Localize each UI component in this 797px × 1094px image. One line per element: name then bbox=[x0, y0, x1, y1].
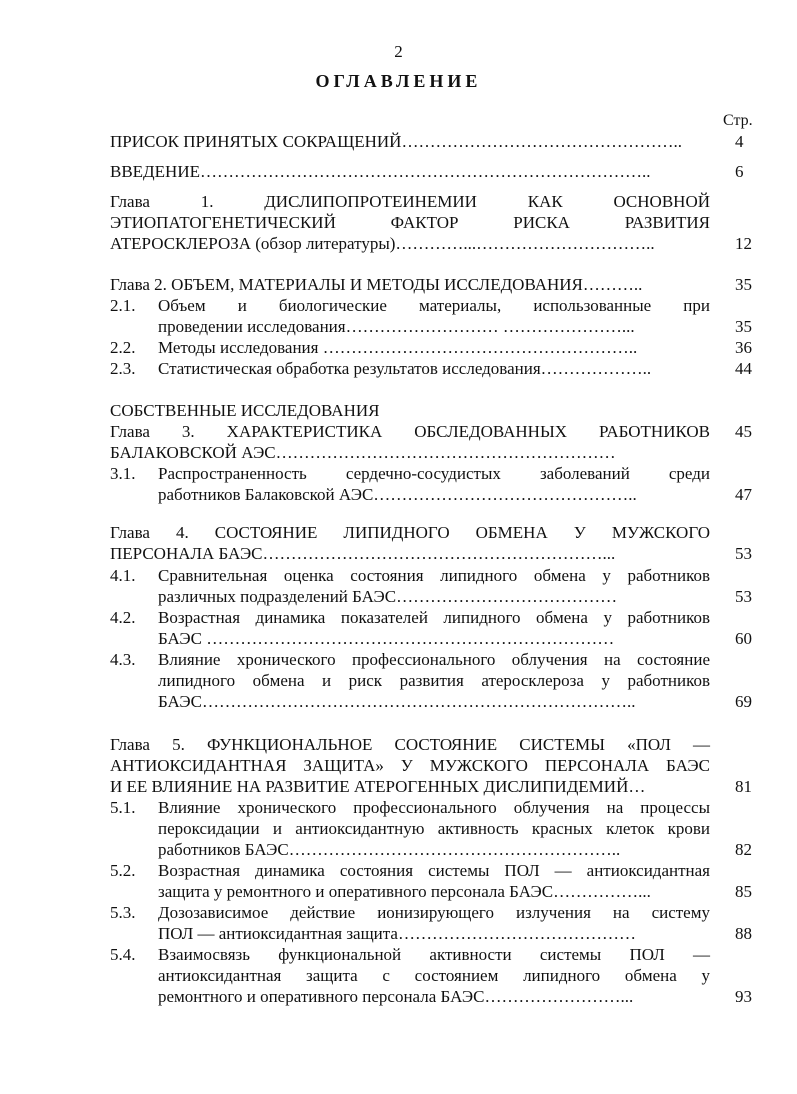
toc-entry-line: Влияние хронического профессионального облучения на состояние bbox=[158, 650, 710, 669]
toc-page-number: 4 bbox=[735, 132, 744, 151]
toc-section-number: 3.1. bbox=[110, 464, 136, 483]
toc-page-number: 6 bbox=[735, 162, 744, 181]
toc-entry-line: Распространенность сердечно-сосудистых заболеваний среди bbox=[158, 464, 710, 483]
toc-section-number: 4.1. bbox=[110, 566, 136, 585]
toc-entry-line: Глава 1. ДИСЛИПОПРОТЕИНЕМИИ КАК ОСНОВНОЙ bbox=[110, 192, 710, 211]
toc-section-number: 5.1. bbox=[110, 798, 136, 817]
toc-part-heading bbox=[110, 400, 760, 421]
toc-section-number: 4.2. bbox=[110, 608, 136, 627]
toc-chapter-2[interactable] bbox=[110, 274, 760, 295]
page-number: 2 bbox=[394, 42, 403, 61]
toc-entry-text: Глава 2. ОБЪЕМ, МАТЕРИАЛЫ И МЕТОДЫ ИССЛЕДОВАНИЯ……….. bbox=[110, 275, 643, 294]
toc-section-4-1[interactable] bbox=[110, 565, 760, 607]
page-column-label: Стр. bbox=[723, 112, 753, 129]
toc-entry-line: Возрастная динамика состояния системы ПОЛ — антиоксидантная bbox=[158, 861, 710, 880]
toc-entry-line: защита у ремонтного и оперативного персонала БАЭС……………... bbox=[158, 882, 651, 901]
toc-entry-line: Влияние хронического профессионального облучения на процессы bbox=[158, 798, 710, 817]
toc-entry-line: антиоксидантная защита с состоянием липидного обмена у bbox=[158, 966, 710, 985]
toc-section-4-2[interactable] bbox=[110, 607, 760, 649]
toc-chapter-3[interactable] bbox=[110, 421, 760, 463]
toc-entry-line: И ЕЕ ВЛИЯНИЕ НА РАЗВИТИЕ АТЕРОГЕННЫХ ДИСЛИПИДЕМИЙ… bbox=[110, 777, 646, 796]
toc-section-4-3[interactable] bbox=[110, 649, 760, 712]
toc-section-number: 4.3. bbox=[110, 650, 136, 669]
toc-entry-line: Глава 3. ХАРАКТЕРИСТИКА ОБСЛЕДОВАННЫХ РАБОТНИКОВ bbox=[110, 422, 710, 441]
toc-page-number: 44 bbox=[735, 359, 752, 378]
toc-entry-line: различных подразделений БАЭС………………………………… bbox=[158, 587, 618, 606]
toc-entry-line: пероксидации и антиоксидантную активность красных клеток крови bbox=[158, 819, 710, 838]
toc-entry-text: Методы исследования ……………………………………………….. bbox=[158, 338, 638, 357]
toc-entry-line: работников Балаковской АЭС……………………………………….. bbox=[158, 485, 637, 504]
toc-entry-line: Дозозависимое действие ионизирующего излучения на систему bbox=[158, 903, 710, 922]
toc-entry-line: БАЛАКОВСКОЙ АЭС…………………………………………………… bbox=[110, 443, 616, 462]
toc-entry-text: ВВЕДЕНИЕ…………………………………………………………………….. bbox=[110, 162, 651, 181]
toc-page-number: 45 bbox=[735, 422, 752, 441]
toc-chapter-5[interactable] bbox=[110, 734, 760, 797]
toc-section-2-2[interactable] bbox=[110, 337, 760, 358]
toc-entry-line: ПЕРСОНАЛА БАЭС……………………………………………………... bbox=[110, 544, 616, 563]
toc-chapter-1[interactable] bbox=[110, 191, 760, 254]
toc-entry-line: ЭТИОПАТОГЕНЕТИЧЕСКИЙ ФАКТОР РИСКА РАЗВИТИЯ bbox=[110, 213, 710, 232]
toc-entry-line: Возрастная динамика показателей липидного обмена у работников bbox=[158, 608, 710, 627]
toc-page-number: 36 bbox=[735, 338, 752, 357]
toc-page-number: 35 bbox=[735, 317, 752, 336]
toc-entry-line: проведении исследования……………………… …………………... bbox=[158, 317, 635, 336]
toc-page-number: 12 bbox=[735, 234, 752, 253]
toc-entry-line: Глава 4. СОСТОЯНИЕ ЛИПИДНОГО ОБМЕНА У МУЖСКОГО bbox=[110, 523, 710, 542]
toc-page-number: 88 bbox=[735, 924, 752, 943]
toc-page-number: 53 bbox=[735, 587, 752, 606]
toc-page-number: 47 bbox=[735, 485, 752, 504]
toc-entry-line: работников БАЭС………………………………………………….. bbox=[158, 840, 621, 859]
toc-section-number: 5.3. bbox=[110, 903, 136, 922]
toc-page-number: 85 bbox=[735, 882, 752, 901]
toc-entry-introduction[interactable] bbox=[110, 161, 760, 182]
toc-page-number: 69 bbox=[735, 692, 752, 711]
toc-section-5-4[interactable] bbox=[110, 944, 760, 1007]
toc-page-number: 53 bbox=[735, 544, 752, 563]
toc-section-5-3[interactable] bbox=[110, 902, 760, 944]
toc-entry-line: АТЕРОСКЛЕРОЗА (обзор литературы)…………...………………………….. bbox=[110, 234, 655, 253]
toc-section-2-3[interactable] bbox=[110, 358, 760, 379]
toc-page-number: 35 bbox=[735, 275, 752, 294]
toc-entry-line: ремонтного и оперативного персонала БАЭС……………………... bbox=[158, 987, 634, 1006]
toc-entry-line: Сравнительная оценка состояния липидного обмена у работников bbox=[158, 566, 710, 585]
toc-section-number: 5.2. bbox=[110, 861, 136, 880]
toc-entry-text: Статистическая обработка результатов исследования……………….. bbox=[158, 359, 652, 378]
toc-page-number: 81 bbox=[735, 777, 752, 796]
toc-page-number: 60 bbox=[735, 629, 752, 648]
toc-section-5-2[interactable] bbox=[110, 860, 760, 902]
toc-entry-line: БАЭС………………………………………………………………….. bbox=[158, 692, 636, 711]
toc-section-number: 2.1. bbox=[110, 296, 136, 315]
toc-entry-abbreviations[interactable] bbox=[110, 131, 760, 152]
toc-entry-line: Объем и биологические материалы, использованные при bbox=[158, 296, 710, 315]
toc-page-number: 93 bbox=[735, 987, 752, 1006]
toc-entry-line: липидного обмена и риск развития атеросклероза у работников bbox=[158, 671, 710, 690]
toc-entry-line: АНТИОКСИДАНТНАЯ ЗАЩИТА» У МУЖСКОГО ПЕРСОНАЛА БАЭС bbox=[110, 756, 710, 775]
toc-section-number: 2.2. bbox=[110, 338, 136, 357]
toc-entry-line: Взаимосвязь функциональной активности системы ПОЛ — bbox=[158, 945, 710, 964]
toc-chapter-4[interactable] bbox=[110, 522, 760, 564]
toc-page-number: 82 bbox=[735, 840, 752, 859]
toc-section-number: 2.3. bbox=[110, 359, 136, 378]
toc-entry-line: ПОЛ — антиоксидантная защита…………………………………… bbox=[158, 924, 636, 943]
toc-part-heading-text: СОБСТВЕННЫЕ ИССЛЕДОВАНИЯ bbox=[110, 401, 380, 420]
page-title: ОГЛАВЛЕНИЕ bbox=[315, 71, 482, 91]
toc-section-number: 5.4. bbox=[110, 945, 136, 964]
toc-section-3-1[interactable] bbox=[110, 463, 760, 505]
toc-section-5-1[interactable] bbox=[110, 797, 760, 860]
toc-entry-line: Глава 5. ФУНКЦИОНАЛЬНОЕ СОСТОЯНИЕ СИСТЕМЫ «ПОЛ — bbox=[110, 735, 710, 754]
toc-section-2-1[interactable] bbox=[110, 295, 760, 337]
toc-entry-line: БАЭС ……………………………………………………………… bbox=[158, 629, 615, 648]
toc-entry-text: ПРИСОК ПРИНЯТЫХ СОКРАЩЕНИЙ………………………………………….. bbox=[110, 132, 682, 151]
